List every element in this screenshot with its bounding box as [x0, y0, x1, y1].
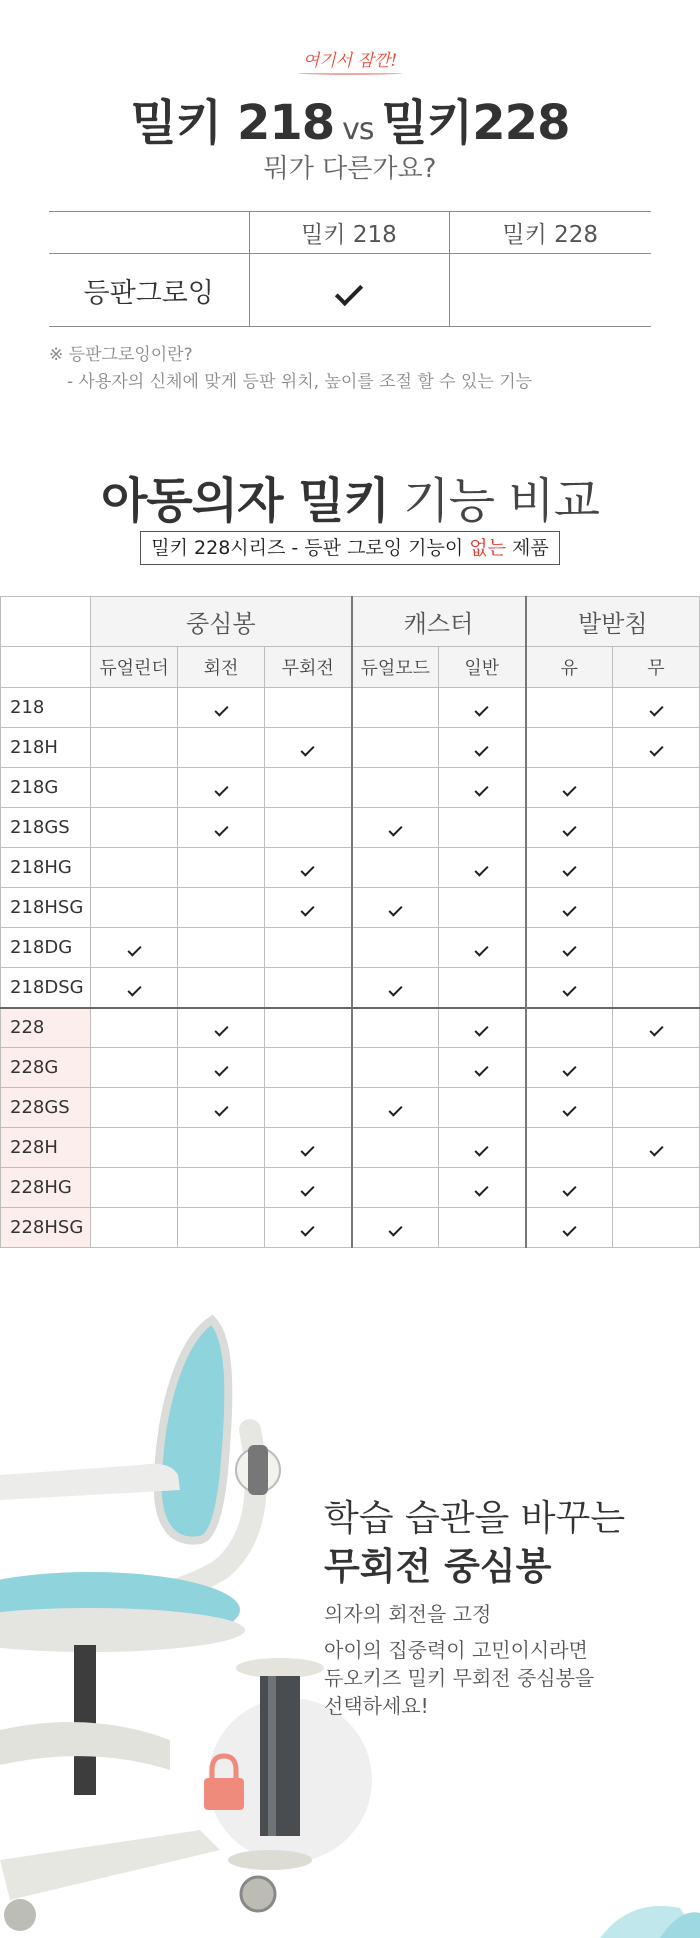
grid-cell	[526, 1128, 613, 1168]
grid-cell	[439, 688, 526, 728]
chair-lever	[248, 1445, 268, 1495]
grid-cell	[526, 1168, 613, 1208]
grid-cell	[613, 848, 700, 888]
grid-cell	[178, 1208, 265, 1248]
model-name: 218H	[1, 728, 91, 768]
comparison-header-blank	[49, 212, 249, 254]
grid-cell	[439, 848, 526, 888]
grid-cell	[613, 728, 700, 768]
grid-cell	[91, 888, 178, 928]
grid-cell	[526, 728, 613, 768]
comparison-cell-228	[449, 254, 651, 327]
promo-section	[0, 1300, 700, 1938]
check-icon	[388, 1222, 402, 1236]
grid-cell	[265, 688, 352, 728]
check-icon	[388, 822, 402, 836]
grid-cell	[613, 968, 700, 1008]
check-icon	[475, 1062, 489, 1076]
zoom-wheel-base	[228, 1850, 312, 1870]
grid-cell	[265, 1128, 352, 1168]
model-name: 218HSG	[1, 888, 91, 928]
model-name: 228HG	[1, 1168, 91, 1208]
promo-desc-line-3: 선택하세요!	[324, 1694, 429, 1718]
grid-cell	[526, 688, 613, 728]
model-name: 228GS	[1, 1088, 91, 1128]
chair-wheel	[4, 1899, 36, 1931]
comparison-table	[49, 211, 651, 327]
check-icon	[301, 1222, 315, 1236]
grid-cell	[265, 968, 352, 1008]
note-body: - 사용자의 신체에 맞게 등판 위치, 높이를 조절 할 수 있는 기능	[67, 372, 533, 392]
check-icon	[475, 862, 489, 876]
check-icon	[214, 1062, 228, 1076]
zoom-wheel	[241, 1877, 275, 1911]
grid-cell	[352, 968, 439, 1008]
grid-cell	[91, 848, 178, 888]
subheader-no-rotation: 무회전	[265, 647, 352, 688]
grid-cell	[91, 728, 178, 768]
grid-cell	[178, 1128, 265, 1168]
grid-cell	[91, 1128, 178, 1168]
model-name: 218	[1, 688, 91, 728]
check-icon	[214, 702, 228, 716]
check-icon	[475, 702, 489, 716]
comparison-header-218: 밀키 218	[249, 212, 449, 254]
grid-cell	[439, 888, 526, 928]
grid-cell	[439, 1088, 526, 1128]
grid-cell	[265, 728, 352, 768]
grid-cell	[265, 1168, 352, 1208]
grid-cell	[439, 1128, 526, 1168]
check-icon	[214, 782, 228, 796]
grid-cell	[439, 808, 526, 848]
check-icon	[562, 1222, 576, 1236]
grid-cell	[613, 808, 700, 848]
model-name: 218HG	[1, 848, 91, 888]
grid-cell	[613, 688, 700, 728]
table-row	[1, 1128, 700, 1168]
grid-group-header	[1, 597, 700, 647]
intro-subtitle: 뭐가 다른가요?	[263, 154, 437, 184]
group-footrest: 발받침	[526, 597, 700, 647]
chair-armrest	[0, 1464, 180, 1500]
model-name: 218G	[1, 768, 91, 808]
check-icon	[475, 1142, 489, 1156]
grid-cell	[352, 1088, 439, 1128]
comparison-row	[49, 254, 651, 327]
check-icon	[562, 982, 576, 996]
check-icon	[475, 1182, 489, 1196]
table-row	[1, 928, 700, 968]
intro-section	[0, 0, 700, 420]
model-name: 228G	[1, 1048, 91, 1088]
grid-sub-header	[1, 647, 700, 688]
note-heading: ※ 등판그로잉이란?	[49, 345, 193, 365]
table-row	[1, 1168, 700, 1208]
promo-desc-line-2: 듀오키즈 밀키 무회전 중심봉을	[324, 1666, 595, 1690]
check-icon	[335, 277, 363, 305]
grid-cell	[526, 1008, 613, 1048]
grid-cell	[352, 1208, 439, 1248]
grid-cell	[265, 928, 352, 968]
chair-base	[0, 1830, 220, 1900]
promo-title-a: 학습 습관을 바꾸는	[324, 1498, 626, 1539]
check-icon	[475, 742, 489, 756]
grid-cell	[526, 848, 613, 888]
table-row	[1, 1008, 700, 1048]
features-title-bold: 아동의자 밀키	[101, 473, 389, 529]
subheader-footrest-yes: 유	[526, 647, 613, 688]
grid-cell	[178, 768, 265, 808]
grid-cell	[91, 1088, 178, 1128]
check-icon	[388, 1102, 402, 1116]
check-icon	[649, 742, 663, 756]
grid-cell	[91, 808, 178, 848]
grid-cell	[613, 928, 700, 968]
promo-description	[324, 1636, 594, 1720]
model-name: 228H	[1, 1128, 91, 1168]
check-icon	[649, 1023, 663, 1037]
grid-cell	[91, 968, 178, 1008]
grid-cell	[613, 1008, 700, 1048]
grid-cell	[613, 1208, 700, 1248]
check-icon	[475, 942, 489, 956]
grid-cell	[352, 808, 439, 848]
title-vs: vs	[342, 112, 374, 147]
grid-cell	[352, 848, 439, 888]
grid-cell	[526, 968, 613, 1008]
zoom-pole	[260, 1676, 300, 1836]
grid-cell	[526, 928, 613, 968]
grid-cell	[352, 1048, 439, 1088]
grid-cell	[439, 1008, 526, 1048]
table-row	[1, 728, 700, 768]
grid-cell	[178, 1088, 265, 1128]
grid-cell	[613, 1168, 700, 1208]
check-icon	[562, 782, 576, 796]
grid-cell	[526, 768, 613, 808]
grid-cell	[91, 1208, 178, 1248]
grid-cell	[91, 688, 178, 728]
check-icon	[475, 782, 489, 796]
grid-cell	[526, 808, 613, 848]
badge-highlight: 없는	[469, 537, 506, 559]
check-icon	[127, 982, 141, 996]
table-row	[1, 1048, 700, 1088]
features-badge	[140, 531, 560, 565]
model-name: 218GS	[1, 808, 91, 848]
features-title-light: 기능 비교	[403, 473, 599, 529]
model-name: 228HSG	[1, 1208, 91, 1248]
subheader-dual-mode: 듀얼모드	[352, 647, 439, 688]
tagline-underline	[298, 71, 402, 75]
grid-cell	[526, 888, 613, 928]
grid-cell	[91, 1048, 178, 1088]
check-icon	[562, 1102, 576, 1116]
chair-backrest	[158, 1320, 229, 1541]
grid-cell	[439, 968, 526, 1008]
group-caster: 캐스터	[352, 597, 526, 647]
grid-cell	[265, 1088, 352, 1128]
promo-title-b: 무회전 중심봉	[324, 1545, 552, 1588]
title-left: 밀키 218	[130, 95, 335, 151]
grid-cell	[439, 928, 526, 968]
grid-cell	[91, 768, 178, 808]
comparison-cell-218	[249, 254, 449, 327]
check-icon	[562, 942, 576, 956]
badge-suffix: 제품	[512, 537, 549, 559]
check-icon	[562, 822, 576, 836]
check-icon	[562, 862, 576, 876]
grid-cell	[352, 1008, 439, 1048]
zoom-pole-highlight	[268, 1676, 276, 1836]
grid-cell	[526, 1208, 613, 1248]
table-row	[1, 968, 700, 1008]
grid-cell	[352, 728, 439, 768]
grid-cell	[439, 1208, 526, 1248]
grid-cell	[91, 1008, 178, 1048]
check-icon	[562, 902, 576, 916]
grid-cell	[265, 1008, 352, 1048]
check-icon	[301, 742, 315, 756]
check-icon	[301, 862, 315, 876]
decoration-swoosh	[540, 1878, 700, 1938]
grid-cell	[439, 728, 526, 768]
grid-cell	[91, 1168, 178, 1208]
promo-desc-line-1: 아이의 집중력이 고민이시라면	[324, 1638, 588, 1662]
table-row	[1, 768, 700, 808]
model-name: 228	[1, 1008, 91, 1048]
subheader-dual-cylinder: 듀얼린더	[91, 647, 178, 688]
check-icon	[127, 942, 141, 956]
grid-cell	[265, 848, 352, 888]
grid-cell	[91, 928, 178, 968]
group-center-pole: 중심봉	[91, 597, 352, 647]
grid-cell	[178, 1168, 265, 1208]
table-row	[1, 1208, 700, 1248]
grid-cell	[352, 1168, 439, 1208]
check-icon	[649, 1142, 663, 1156]
feature-grid	[0, 596, 700, 1248]
grid-corner	[1, 597, 91, 647]
grid-cell	[352, 1128, 439, 1168]
comparison-header-228: 밀키 228	[449, 212, 651, 254]
grid-cell	[613, 1128, 700, 1168]
grid-cell	[526, 1088, 613, 1128]
check-icon	[214, 822, 228, 836]
check-icon	[388, 982, 402, 996]
grid-cell	[178, 808, 265, 848]
check-icon	[301, 1182, 315, 1196]
check-icon	[562, 1062, 576, 1076]
tagline: 여기서 잠깐!	[302, 51, 398, 71]
grid-cell	[352, 688, 439, 728]
grid-cell	[178, 688, 265, 728]
grid-corner-sub	[1, 647, 91, 688]
table-row	[1, 688, 700, 728]
table-row	[1, 848, 700, 888]
grid-cell	[613, 1048, 700, 1088]
features-title	[0, 462, 700, 531]
check-icon	[562, 1182, 576, 1196]
grid-cell	[439, 1048, 526, 1088]
grid-cell	[265, 1208, 352, 1248]
check-icon	[301, 902, 315, 916]
grid-cell	[352, 928, 439, 968]
grid-cell	[613, 768, 700, 808]
grid-cell	[613, 1088, 700, 1128]
subheader-rotation: 회전	[178, 647, 265, 688]
grid-cell	[439, 1168, 526, 1208]
grid-cell	[178, 728, 265, 768]
badge-prefix: 밀키 228시리즈 - 등판 그로잉 기능이	[151, 537, 464, 559]
grid-cell	[178, 1048, 265, 1088]
check-icon	[475, 1023, 489, 1037]
grid-cell	[178, 888, 265, 928]
table-row	[1, 808, 700, 848]
grid-cell	[178, 928, 265, 968]
model-name: 218DG	[1, 928, 91, 968]
grid-cell	[526, 1048, 613, 1088]
grid-cell	[178, 968, 265, 1008]
comparison-row-label: 등판그로잉	[49, 254, 249, 327]
promo-subtitle: 의자의 회전을 고정	[324, 1602, 492, 1626]
grid-cell	[439, 768, 526, 808]
grid-cell	[265, 808, 352, 848]
grid-cell	[178, 1008, 265, 1048]
check-icon	[649, 702, 663, 716]
check-icon	[388, 902, 402, 916]
check-icon	[214, 1023, 228, 1037]
grid-cell	[178, 848, 265, 888]
table-row	[1, 1088, 700, 1128]
comparison-header-row	[49, 212, 651, 254]
chair-pole	[74, 1645, 96, 1795]
grid-cell	[265, 888, 352, 928]
grid-cell	[352, 888, 439, 928]
model-name: 218DSG	[1, 968, 91, 1008]
check-icon	[301, 1142, 315, 1156]
table-row	[1, 888, 700, 928]
grid-cell	[352, 768, 439, 808]
title-right: 밀키228	[381, 95, 570, 151]
subheader-normal: 일반	[439, 647, 526, 688]
subheader-footrest-no: 무	[613, 647, 700, 688]
grid-cell	[613, 888, 700, 928]
zoom-cap	[236, 1658, 324, 1678]
grid-cell	[265, 768, 352, 808]
check-icon	[214, 1102, 228, 1116]
grid-cell	[265, 1048, 352, 1088]
intro-title	[0, 84, 700, 153]
